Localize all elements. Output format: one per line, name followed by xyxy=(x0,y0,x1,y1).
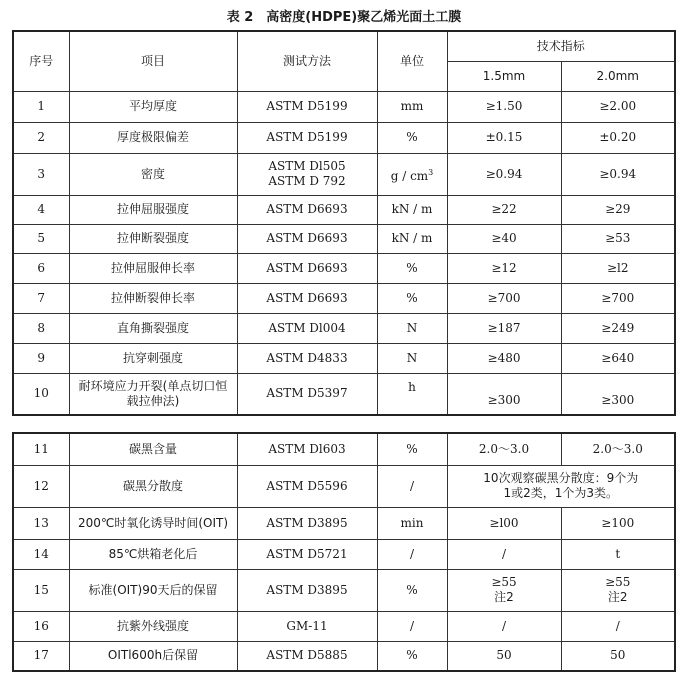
row-method: GM-11 xyxy=(237,611,377,641)
row-no: 8 xyxy=(13,313,69,343)
row-item: 拉伸断裂强度 xyxy=(69,224,237,253)
table-row xyxy=(13,465,675,507)
row-value-1-5mm: ≥22 xyxy=(447,195,561,224)
row-value-2-0mm: ≥640 xyxy=(561,343,675,373)
row-item: 厚度极限偏差 xyxy=(69,122,237,153)
row-unit: / xyxy=(377,611,447,641)
row-item: 拉伸屈服强度 xyxy=(69,195,237,224)
row-no: 12 xyxy=(13,465,69,507)
row-value-2-0mm: 50 xyxy=(561,641,675,671)
row-method: ASTM Dl004 xyxy=(237,313,377,343)
row-no: 2 xyxy=(13,122,69,153)
row-unit: mm xyxy=(377,91,447,122)
row-value-1-5mm: 50 xyxy=(447,641,561,671)
row-method: ASTM D4833 xyxy=(237,343,377,373)
row-no: 11 xyxy=(13,433,69,465)
row-value-1-5mm: ≥1.50 xyxy=(447,91,561,122)
row-item: 200℃时氧化诱导时间(OIT) xyxy=(69,507,237,539)
row-no: 9 xyxy=(13,343,69,373)
header-unit: 单位 xyxy=(377,31,447,91)
row-no: 14 xyxy=(13,539,69,569)
row-method: ASTM D5721 xyxy=(237,539,377,569)
row-value-2-0mm: ≥100 xyxy=(561,507,675,539)
table-row xyxy=(13,373,675,415)
header-spec: 技术指标 xyxy=(447,31,675,61)
row-item: 碳黑分散度 xyxy=(69,465,237,507)
row-method-line1: ASTM Dl505 xyxy=(268,159,346,173)
row-unit: % xyxy=(377,283,447,313)
row-method: ASTM D5885 xyxy=(237,641,377,671)
table-row xyxy=(13,195,675,224)
row-value-note: 注2 xyxy=(607,590,628,604)
row-value-1-5mm: ≥187 xyxy=(447,313,561,343)
table-row xyxy=(13,283,675,313)
row-method: ASTM D6693 xyxy=(237,224,377,253)
row-method: ASTM D5596 xyxy=(237,465,377,507)
row-unit: / xyxy=(377,539,447,569)
row-method: ASTM Dl603 xyxy=(237,433,377,465)
header-1-5mm: 1.5mm xyxy=(447,61,561,91)
row-value-2-0mm: ≥700 xyxy=(561,283,675,313)
row-method: ASTM D5199 xyxy=(237,122,377,153)
row-value-1-5mm: ≥l00 xyxy=(447,507,561,539)
table-row xyxy=(13,153,675,195)
row-no: 16 xyxy=(13,611,69,641)
table-row xyxy=(13,313,675,343)
row-unit: N xyxy=(377,313,447,343)
row-value-1-5mm: ≥480 xyxy=(447,343,561,373)
row-unit-text: g / cm xyxy=(390,168,429,183)
row-unit xyxy=(377,153,447,195)
row-method: ASTM D6693 xyxy=(237,253,377,283)
row-unit: min xyxy=(377,507,447,539)
row-item: 抗穿刺强度 xyxy=(69,343,237,373)
row-merged-line1: 10次观察碳黑分散度：9个为 xyxy=(483,471,639,485)
row-value-1-5mm: ≥700 xyxy=(447,283,561,313)
row-method: ASTM D5397 xyxy=(237,373,377,415)
row-no: 7 xyxy=(13,283,69,313)
row-method: ASTM D6693 xyxy=(237,283,377,313)
row-value-line1: ≥55 xyxy=(605,575,631,589)
table-row xyxy=(13,641,675,671)
row-method xyxy=(237,153,377,195)
header-no: 序号 xyxy=(13,31,69,91)
table-row xyxy=(13,433,675,465)
row-item: 标准(OIT)90天后的保留 xyxy=(69,569,237,611)
row-no: 5 xyxy=(13,224,69,253)
row-item: 抗紫外线强度 xyxy=(69,611,237,641)
spec-table-part2 xyxy=(12,432,676,672)
header-row xyxy=(13,31,675,61)
row-unit: % xyxy=(377,641,447,671)
row-value-2-0mm: / xyxy=(561,611,675,641)
table-row xyxy=(13,224,675,253)
row-method: ASTM D3895 xyxy=(237,507,377,539)
table-row xyxy=(13,539,675,569)
row-method: ASTM D3895 xyxy=(237,569,377,611)
row-value-2-0mm: ≥53 xyxy=(561,224,675,253)
row-value-2-0mm: ≥29 xyxy=(561,195,675,224)
row-value-1-5mm: ±0.15 xyxy=(447,122,561,153)
row-value-1-5mm: / xyxy=(447,611,561,641)
row-value-note: 注2 xyxy=(494,590,514,604)
table-caption: 表 2 高密度(HDPE)聚乙烯光面土工膜 xyxy=(226,10,462,25)
row-item: 碳黑含量 xyxy=(69,433,237,465)
row-value-2-0mm: ≥l2 xyxy=(561,253,675,283)
row-item-line2: 载拉伸法) xyxy=(126,393,180,408)
row-method: ASTM D6693 xyxy=(237,195,377,224)
table-row xyxy=(13,253,675,283)
row-method-line2: ASTM D 792 xyxy=(268,174,346,188)
spec-table-part1 xyxy=(12,30,676,416)
row-value-1-5mm: / xyxy=(447,539,561,569)
row-no: 13 xyxy=(13,507,69,539)
row-unit: h xyxy=(377,373,447,415)
row-item: OITl600h后保留 xyxy=(69,641,237,671)
row-unit: kN / m xyxy=(377,195,447,224)
table-row xyxy=(13,343,675,373)
row-unit: / xyxy=(377,465,447,507)
row-item: 直角撕裂强度 xyxy=(69,313,237,343)
row-item-line1: 耐环境应力开裂(单点切口恒 xyxy=(78,378,228,393)
row-unit: % xyxy=(377,253,447,283)
header-2-0mm: 2.0mm xyxy=(561,61,675,91)
row-item: 拉伸屈服伸长率 xyxy=(69,253,237,283)
row-value-1-5mm: ≥0.94 xyxy=(447,153,561,195)
row-item xyxy=(69,373,237,415)
row-no: 1 xyxy=(13,91,69,122)
table-row xyxy=(13,122,675,153)
row-no: 6 xyxy=(13,253,69,283)
table-row xyxy=(13,611,675,641)
row-unit: N xyxy=(377,343,447,373)
table-row xyxy=(13,507,675,539)
table-row xyxy=(13,569,675,611)
row-no: 17 xyxy=(13,641,69,671)
row-merged-line2: 1或2类，1个为3类。 xyxy=(503,486,619,500)
row-value-1-5mm: ≥300 xyxy=(447,373,561,415)
row-value-2-0mm: ≥0.94 xyxy=(561,153,675,195)
row-item: 85℃烘箱老化后 xyxy=(69,539,237,569)
row-value-1-5mm xyxy=(447,569,561,611)
row-unit: % xyxy=(377,433,447,465)
table-row xyxy=(13,91,675,122)
row-merged-value xyxy=(447,465,675,507)
row-no: 10 xyxy=(13,373,69,415)
row-item: 平均厚度 xyxy=(69,91,237,122)
row-unit-superscript: 3 xyxy=(428,167,434,177)
row-value-2-0mm: ≥249 xyxy=(561,313,675,343)
row-unit: kN / m xyxy=(377,224,447,253)
row-value-1-5mm: 2.0～3.0 xyxy=(447,433,561,465)
row-value-1-5mm: ≥40 xyxy=(447,224,561,253)
row-item: 密度 xyxy=(69,153,237,195)
row-value-line1: ≥55 xyxy=(491,575,517,589)
row-unit: % xyxy=(377,569,447,611)
row-value-2-0mm: 2.0～3.0 xyxy=(561,433,675,465)
header-method: 测试方法 xyxy=(237,31,377,91)
row-value-1-5mm: ≥12 xyxy=(447,253,561,283)
row-item: 拉伸断裂伸长率 xyxy=(69,283,237,313)
row-value-2-0mm: t xyxy=(561,539,675,569)
row-value-2-0mm xyxy=(561,569,675,611)
row-no: 3 xyxy=(13,153,69,195)
row-value-2-0mm: ≥300 xyxy=(561,373,675,415)
row-method: ASTM D5199 xyxy=(237,91,377,122)
row-no: 15 xyxy=(13,569,69,611)
row-value-2-0mm: ≥2.00 xyxy=(561,91,675,122)
row-value-2-0mm: ±0.20 xyxy=(561,122,675,153)
header-item: 项目 xyxy=(69,31,237,91)
row-no: 4 xyxy=(13,195,69,224)
row-unit: % xyxy=(377,122,447,153)
